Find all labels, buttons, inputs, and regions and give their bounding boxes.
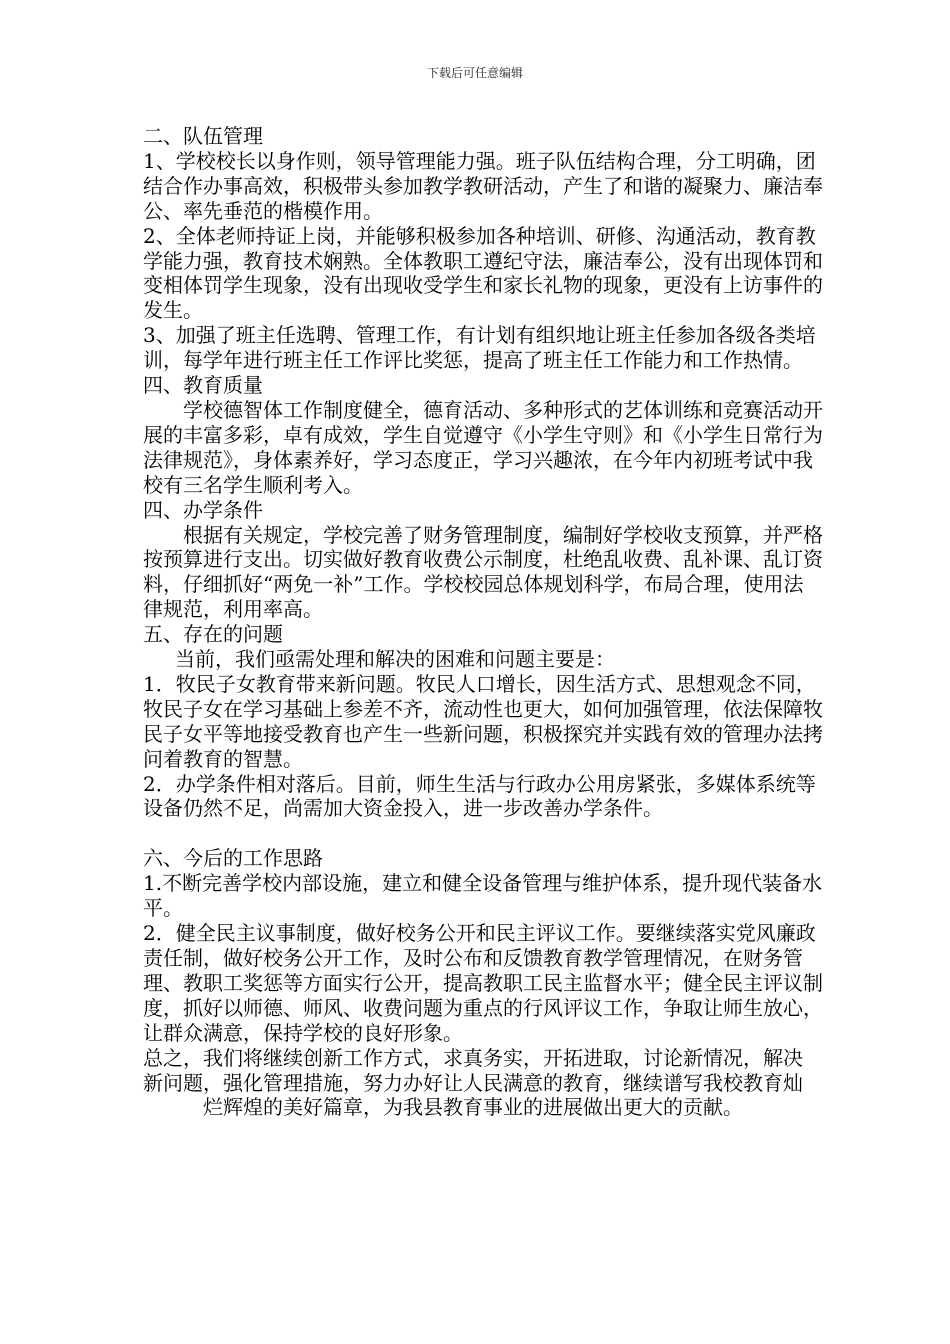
paragraph-problems-1: 1．牧民子女教育带来新问题。牧民人口增长，因生活方式、思想观念不同，牧民子女在学习基础上参差不齐，流动性也更大，如何加强管理，依法保障牧民子女平等地接受教育也产生一些新问题，积极探究并实践有效的管理办法拷问着教育的智慧。: [143, 671, 823, 771]
paragraph-quality-1: 学校德智体工作制度健全，德育活动、多种形式的艺体训练和竞赛活动开展的丰富多彩，卓有成效，学生自觉遵守《小学生守则》和《小学生日常行为法律规范》，身体素养好，学习态度正，学习兴趣浓，在今年内初班考试中我校有三名学生顺利考入。: [143, 397, 823, 497]
section-title-problems: 五、存在的问题: [143, 622, 283, 647]
paragraph-conditions-1: 根据有关规定，学校完善了财务管理制度，编制好学校收支预算，并严格按预算进行支出。切实做好教育收费公示制度，杜绝乱收费、乱补课、乱订资料，仔细抓好“两免一补”工作。学校校园总体规划科学，布局合理，使用法律规范，利用率高。: [143, 522, 823, 622]
paragraph-problems-2: 2．办学条件相对落后。目前，师生生活与行政办公用房紧张，多媒体系统等设备仍然不足，尚需加大资金投入，进一步改善办学条件。: [143, 771, 816, 821]
paragraph-future-2: 2．健全民主议事制度，做好校务公开和民主评议工作。要继续落实党风廉政责任制，做好校务公开工作，及时公布和反馈教育教学管理情况，在财务管理、教职工奖惩等方面实行公开，提高教职工民主监督水平；健全民主评议制度，抓好以师德、师风、收费问题为重点的行风评议工作，争取让师生放心，让群众满意，保持学校的良好形象。: [143, 921, 823, 1045]
paragraph-closing: 总之，我们将继续创新工作方式，求真务实，开拓进取，讨论新情况，解决新问题，强化管理措施，努力办好让人民满意的教育，继续谱写我校教育灿烂辉煌的美好篇章，为我县教育事业的进展做出更大的贡献。: [143, 1045, 803, 1120]
spacer: [143, 821, 823, 846]
paragraph-team-2: 2、全体老师持证上岗，并能够积极参加各种培训、研修、沟通活动，教育教学能力强，教育技术娴熟。全体教职工遵纪守法，廉洁奉公，没有出现体罚和变相体罚学生现象，没有出现收受学生和家长礼物的现象，更没有上访事件的发生。: [143, 223, 823, 323]
section-title-team: 二、队伍管理: [143, 124, 263, 148]
section-title-future: 六、今后的工作思路: [143, 846, 323, 871]
section-title-quality: 四、教育质量: [143, 373, 263, 398]
paragraph-team-3: 3、加强了班主任选聘、管理工作，有计划有组织地让班主任参加各级各类培训，每学年进行班主任工作评比奖惩，提高了班主任工作能力和工作热情。: [143, 323, 816, 373]
paragraph-problems-intro: 当前，我们亟需处理和解决的困难和问题主要是：: [175, 647, 615, 672]
document-body: [143, 124, 823, 1120]
paragraph-future-1: 1.不断完善学校内部设施，建立和健全设备管理与维护体系，提升现代装备水平。: [143, 871, 823, 921]
paragraph-team-1: 1、学校校长以身作则，领导管理能力强。班子队伍结构合理，分工明确，团结合作办事高效，积极带头参加教学教研活动，产生了和谐的凝聚力、廉洁奉公、率先垂范的楷模作用。: [143, 148, 823, 223]
page-header: 下载后可任意编辑: [426, 66, 523, 80]
section-title-conditions: 四、办学条件: [143, 497, 263, 522]
